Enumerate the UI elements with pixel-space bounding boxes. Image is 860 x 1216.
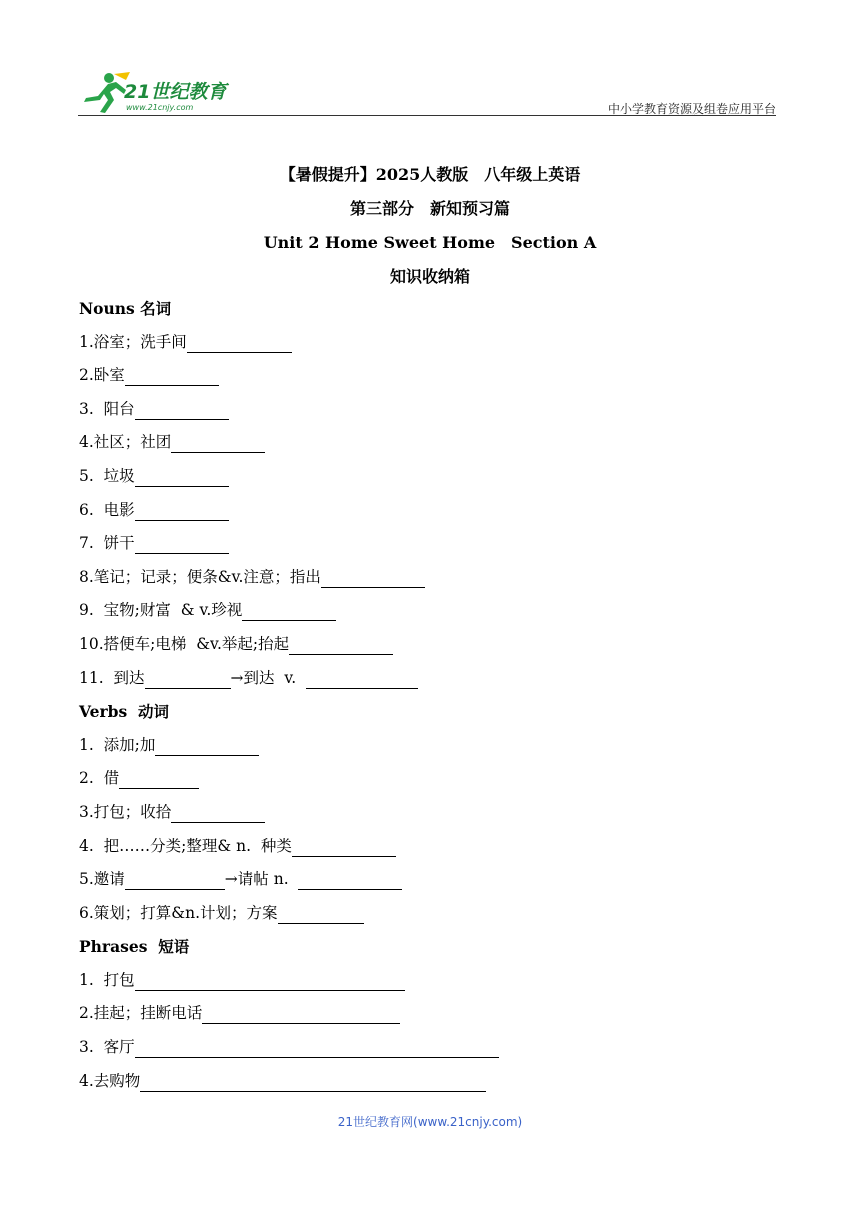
item-prompt: 1. 添加;加	[79, 735, 156, 754]
item-prompt: 3. 客厅	[79, 1038, 135, 1057]
section-heading: Verbs 动词	[79, 702, 169, 722]
answer-blank[interactable]	[135, 500, 229, 521]
exercise-item	[79, 359, 779, 393]
exercise-item	[79, 393, 779, 427]
answer-blank[interactable]	[321, 567, 425, 588]
answer-blank[interactable]	[135, 533, 229, 554]
exercise-item	[79, 527, 779, 561]
exercise-item	[79, 426, 779, 460]
exercise-item	[79, 326, 779, 360]
answer-blank[interactable]	[145, 668, 231, 689]
item-prompt: 2. 借	[79, 769, 120, 788]
exercise-item	[79, 964, 779, 998]
exercise-item	[79, 561, 779, 595]
item-prompt: 4.去购物	[79, 1071, 141, 1090]
answer-blank[interactable]	[135, 466, 229, 487]
item-prompt: 7. 饼干	[79, 534, 135, 553]
exercise-item	[79, 796, 779, 830]
exercise-item	[79, 494, 779, 528]
doc-part-title: 第三部分 新知预习篇	[349, 199, 510, 218]
title-block	[0, 158, 860, 294]
item-derived-prompt: →请帖 n.	[224, 870, 299, 889]
answer-blank[interactable]	[171, 802, 265, 823]
logo	[78, 70, 248, 116]
item-prompt: 9. 宝物;财富 & v.珍视	[79, 601, 243, 620]
doc-unit-title: Unit 2 Home Sweet Home Section A	[263, 233, 597, 252]
exercise-item	[79, 628, 779, 662]
exercise-item	[79, 897, 779, 931]
answer-blank[interactable]	[292, 836, 396, 857]
answer-blank[interactable]	[298, 869, 402, 890]
item-prompt: 2.卧室	[79, 366, 125, 385]
exercise-item	[79, 863, 779, 897]
item-derived-prompt: →到达 v.	[230, 668, 307, 687]
item-prompt: 2.挂起；挂断电话	[79, 1004, 203, 1023]
exercise-item	[79, 1065, 779, 1099]
answer-blank[interactable]	[306, 668, 418, 689]
answer-blank[interactable]	[135, 1037, 499, 1058]
page-footer: 21世纪教育网(www.21cnjy.com)	[337, 1115, 523, 1129]
exercise-item	[79, 762, 779, 796]
answer-blank[interactable]	[278, 903, 364, 924]
logo-url-text: www.21cnjy.com	[126, 103, 194, 112]
section-heading: Nouns 名词	[79, 299, 172, 318]
item-prompt: 3.打包；收拾	[79, 802, 172, 821]
item-prompt: 4.社区；社团	[79, 433, 172, 452]
item-prompt: 4. 把……分类;整理& n. 种类	[79, 836, 292, 855]
answer-blank[interactable]	[125, 869, 225, 890]
answer-blank[interactable]	[202, 1003, 400, 1024]
item-prompt: 6.策划；打算&n.计划；方案	[79, 903, 278, 922]
answer-blank[interactable]	[125, 365, 219, 386]
doc-section-title: 知识收纳箱	[389, 267, 470, 286]
answer-blank[interactable]	[242, 600, 336, 621]
exercise-item	[79, 460, 779, 494]
item-prompt: 6. 电影	[79, 500, 135, 519]
section-heading: Phrases 短语	[79, 937, 190, 957]
answer-blank[interactable]	[289, 634, 393, 655]
item-prompt: 1.浴室；洗手间	[79, 332, 187, 351]
answer-blank[interactable]	[119, 768, 199, 789]
header-platform-text: 中小学教育资源及组卷应用平台	[607, 102, 776, 116]
page-header	[78, 66, 776, 118]
doc-title: 【暑假提升】2025人教版 八年级上英语	[279, 165, 581, 184]
exercise-content	[79, 292, 779, 1098]
answer-blank[interactable]	[140, 1071, 486, 1092]
answer-blank[interactable]	[171, 432, 265, 453]
item-prompt: 5. 垃圾	[79, 466, 135, 485]
answer-blank[interactable]	[187, 332, 292, 353]
item-prompt: 11. 到达	[79, 668, 145, 687]
item-prompt: 10.搭便车;电梯 &v.举起;抬起	[79, 634, 290, 653]
exercise-item	[79, 830, 779, 864]
answer-blank[interactable]	[155, 735, 259, 756]
logo-main-text: 21世纪教育	[124, 81, 227, 103]
exercise-item	[79, 1031, 779, 1065]
exercise-item	[79, 997, 779, 1031]
item-prompt: 1. 打包	[79, 970, 135, 989]
header-divider	[78, 115, 776, 116]
answer-blank[interactable]	[135, 970, 405, 991]
item-prompt: 8.笔记；记录；便条&v.注意；指出	[79, 567, 321, 586]
item-prompt: 5.邀请	[79, 870, 125, 889]
item-prompt: 3. 阳台	[79, 399, 135, 418]
answer-blank[interactable]	[135, 399, 229, 420]
exercise-item	[79, 594, 779, 628]
exercise-item	[79, 662, 779, 696]
exercise-item	[79, 729, 779, 763]
